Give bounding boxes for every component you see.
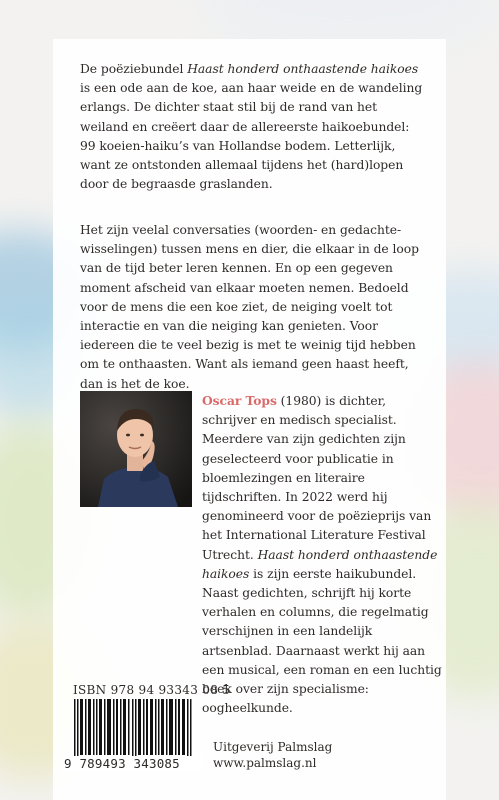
bio-text-a: (1980) is dichter, schrijver en medisch specialist. Meerdere van zijn gedichten zijn geselecteerd voor publicatie in bloemlezingen en literaire tijdschriften. In 2022 werd hij genomineerd voor de poëzieprijs van het International Literature Festival Utrecht. [202,394,432,562]
author-name: Oscar Tops [202,393,277,408]
publisher-name: Uitgeverij Palmslag [213,740,333,754]
author-photo [80,391,192,507]
bio-top [202,391,442,718]
description-paragraph-2 [80,221,425,394]
barcode-bars [72,699,196,759]
p2-body: Het zijn veelal conversaties (woorden- en gedachte-wisselingen) tussen mens en dier, die elkaar in de loop van de tijd beter leren kennen. En op een gegeven moment afscheid van elkaar moeten nemen. Bedoeld voor de mens die een koe ziet, de neiging voelt tot interactie en van die neiging kan genieten. Voor iedereen die te veel bezig is met te weinig tijd hebben om te onthaasten. Want als iemand geen haast heeft, dan is het de koe. [80,223,419,391]
p1-intro: De poëziebundel [80,62,188,76]
publisher-info [213,739,332,771]
p1-book-title: Haast honderd onthaastende haikoes [187,62,419,76]
isbn-label: ISBN 978 94 93343 08 5 [73,683,231,697]
barcode-digits: 9 789493 343085 [64,756,204,771]
author-portrait-image [80,391,192,507]
bio-book-title: Haast honderd onthaastende haikoes [202,547,438,581]
bio-text-b: is zijn eerste haikubundel. Naast gedichten, schrijft hij korte verhalen en columns, die regelmatig verschijnen in een landelijk artsenblad. Daarnaast werkt hij aan een musical, een roman en een luchtig boek over zijn specialisme: oogheelkunde. [202,566,442,716]
publisher-website[interactable]: www.palmslag.nl [213,756,317,770]
description-paragraph-1 [80,60,425,194]
p1-body: is een ode aan de koe, aan haar weide en de wandeling erlangs. De dichter staat stil bij de rand van het weiland en creëert daar de allereerste haikoebundel: 99 koeien-haiku’s van Hollandse bodem. Letterlijk, want ze ontstonden allemaal tijdens het (hard)lopen door de begraasde graslanden. [80,81,423,192]
